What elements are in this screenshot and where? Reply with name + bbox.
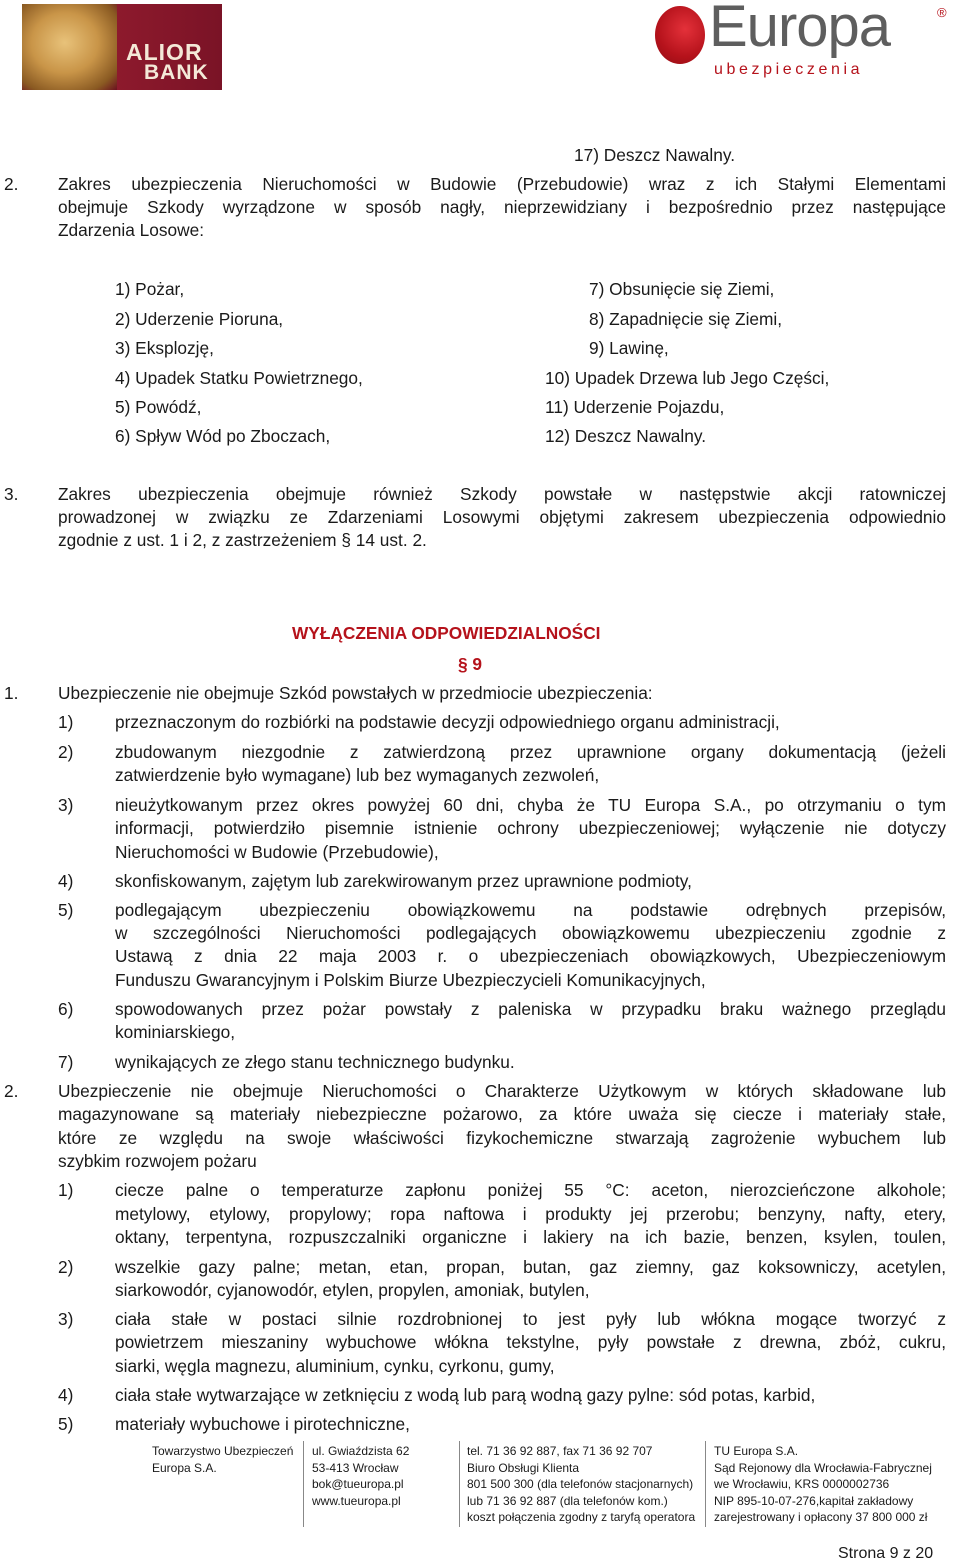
exclusion-item-text: podlegającym ubezpieczeniu obowiązkowemu na podstawie odrębnych przepisów, [115, 900, 946, 920]
footer-legal-line: TU Europa S.A. [714, 1444, 799, 1458]
footer-company-line: Towarzystwo Ubezpieczeń [152, 1444, 294, 1458]
material-item-text: wszelkie gazy palne; metan, etan, propan, butan, gaz ziemny, gaz koksowniczy, acetylen, [115, 1257, 946, 1277]
exclusion-item-text: wynikających ze złego stanu technicznego budynku. [115, 1052, 515, 1072]
europa-logo [655, 2, 955, 82]
exclusion-item-text: zatwierdzenie było wymagane) lub bez wymaganych zezwoleń, [115, 765, 600, 785]
footer-email-link[interactable]: bok@tueuropa.pl [312, 1477, 404, 1491]
alior-logo-text-line2: BANK [144, 61, 209, 84]
exclusion-item-text: informacji, potwierdziło pisemnie istnienie ochrony ubezpieczeniowej; wyłączenie nie dotyczy [115, 818, 946, 838]
exclusion-item-text: nieużytkowanym przez okres powyżej 60 dni, chyba że TU Europa S.A., po otrzymaniu o tym [115, 795, 946, 815]
europa-logo-name: Europa [709, 0, 891, 59]
event-list-item: 9) Lawinę, [589, 338, 669, 358]
exclusion-item-number: 6) [58, 999, 74, 1019]
exclusion-2-number: 2. [4, 1081, 19, 1101]
material-item-number: 3) [58, 1309, 74, 1329]
exclusion-item-text: skonfiskowanym, zajętym lub zarekwirowanym przez uprawnione podmioty, [115, 871, 692, 891]
footer-address-line: 53-413 Wrocław [312, 1461, 399, 1475]
material-item-text: materiały wybuchowe i pirotechniczne, [115, 1414, 410, 1434]
material-item-text: oktany, terpentyna, rozpuszczalniki organiczne i lakiery na ich bazie, benzen, ksylen, toulen, [115, 1227, 946, 1247]
event-list-item: 11) Uderzenie Pojazdu, [545, 397, 725, 417]
material-item-text: ciała stałe w postaci silnie rozdrobnionej to jest pyły lub włókna mogące tworzyć z [115, 1309, 946, 1329]
exclusion-item-number: 5) [58, 900, 74, 920]
section-2-number: 2. [4, 174, 19, 194]
exclusion-item-number: 1) [58, 712, 74, 732]
material-item-number: 2) [58, 1257, 74, 1277]
exclusion-item-text: przeznaczonym do rozbiórki na podstawie decyzji odpowiedniego organu administracji, [115, 712, 780, 732]
section-2-text-line: Zdarzenia Losowe: [58, 220, 205, 240]
exclusion-item-text: Nieruchomości w Budowie (Przebudowie), [115, 842, 439, 862]
material-item-text: siarkowodór, cyjanowodór, etylen, propylen, amoniak, butylen, [115, 1280, 590, 1300]
footer-address-line: ul. Gwiaździsta 62 [312, 1444, 410, 1458]
material-item-text: powietrzem mieszaniny wybuchowe włókna tekstylne, pyły powstałe z drewna, zbóż, cukru, [115, 1332, 946, 1352]
exclusion-item-text: w szczególności Nieruchomości podlegających obowiązkowemu ubezpieczeniu zgodnie z [115, 923, 946, 943]
section-3-number: 3. [4, 484, 19, 504]
exclusion-item-text: zbudowanym niezgodnie z zatwierdzoną przez uprawnione organy dokumentacją (jeżeli [115, 742, 946, 762]
event-list-item: 4) Upadek Statku Powietrznego, [115, 368, 363, 388]
page-number: Strona 9 z 20 [838, 1545, 934, 1562]
europa-logo-mark [655, 6, 705, 64]
exclusion-item-text: Ustawą z dnia 22 maja 2003 r. o ubezpieczeniach obowiązkowych, Ubezpieczeniowym [115, 946, 946, 966]
exclusion-2-text-line: które ze względu na swoje właściwości fizykochemiczne stwarzają zagrożenie wybuchem lub [58, 1128, 946, 1148]
alior-bank-logo [22, 4, 222, 90]
footer-separator [705, 1441, 706, 1527]
paragraph-number: § 9 [458, 654, 483, 674]
footer-legal-line: Sąd Rejonowy dla Wrocławia-Fabrycznej [714, 1461, 932, 1475]
material-item-text: ciecze palne o temperaturze zapłonu poniżej 55 °C: aceton, nierozcieńczone alkohole; [115, 1180, 946, 1200]
section-2-text-line: Zakres ubezpieczenia Nieruchomości w Budowie (Przebudowie) wraz z ich Stałymi Elementami [58, 174, 946, 194]
exclusion-2-text-line: magazynowane są materiały niebezpieczne pożarowo, za które uważa się ciecze i materiały stałe, [58, 1104, 946, 1124]
event-list-item: 1) Pożar, [115, 279, 185, 299]
footer-contact-line: Biuro Obsługi Klienta [467, 1461, 580, 1475]
footer-contact-line: 801 500 300 (dla telefonów stacjonarnych) [467, 1477, 694, 1491]
footer-website-link[interactable]: www.tueuropa.pl [312, 1494, 401, 1508]
event-list-item: 6) Spływ Wód po Zboczach, [115, 426, 331, 446]
exclusion-2-text-line: Ubezpieczenie nie obejmuje Nieruchomości o Charakterze Użytkowym w których składowane lub [58, 1081, 946, 1101]
europa-logo-sub: ubezpieczenia [714, 61, 864, 78]
material-item-number: 5) [58, 1414, 74, 1434]
footer-contact-line: lub 71 36 92 887 (dla telefonów kom.) [467, 1494, 668, 1508]
material-item-number: 1) [58, 1180, 74, 1200]
footer-company-line: Europa S.A. [152, 1461, 217, 1475]
top-list-item: 17) Deszcz Nawalny. [574, 145, 736, 165]
event-list-item: 10) Upadek Drzewa lub Jego Części, [545, 368, 830, 388]
alior-logo-text-line1: ALIOR [126, 39, 203, 65]
event-list-item: 12) Deszcz Nawalny. [545, 426, 707, 446]
footer-legal-line: NIP 895-10-07-276,kapitał zakładowy [714, 1494, 914, 1508]
footer-contact-line: tel. 71 36 92 887, fax 71 36 92 707 [467, 1444, 653, 1458]
event-list-item: 2) Uderzenie Pioruna, [115, 309, 284, 329]
material-item-text: ciała stałe wytwarzające w zetknięciu z wodą lub parą wodną gazy pylne: sód potas, karbid, [115, 1385, 816, 1405]
exclusion-1-intro: Ubezpieczenie nie obejmuje Szkód powstałych w przedmiocie ubezpieczenia: [58, 683, 653, 703]
exclusion-item-number: 3) [58, 795, 74, 815]
section-2-text-line: obejmuje Szkody wyrządzone w sposób nagły, nieprzewidziany i bezpośrednio przez następujące [58, 197, 946, 217]
exclusion-1-number: 1. [4, 683, 19, 703]
material-item-number: 4) [58, 1385, 74, 1405]
registered-mark: ® [937, 5, 947, 20]
material-item-text: siarki, węgla magnezu, aluminium, cynku, cyrkonu, gumy, [115, 1356, 555, 1376]
section-3-text-line: zgodnie z ust. 1 i 2, z zastrzeżeniem § 14 ust. 2. [58, 530, 427, 550]
exclusions-heading: WYŁĄCZENIA ODPOWIEDZIALNOŚCI [292, 623, 601, 643]
event-list-item: 5) Powódź, [115, 397, 202, 417]
exclusion-item-number: 2) [58, 742, 74, 762]
exclusion-item-text: kominiarskiego, [115, 1022, 236, 1042]
section-3-text-line: Zakres ubezpieczenia obejmuje również Szkody powstałe w następstwie akcji ratowniczej [58, 484, 946, 504]
footer-contact-line: koszt połączenia zgodny z taryfą operatora [467, 1510, 696, 1524]
footer-separator [459, 1441, 460, 1527]
exclusion-item-number: 4) [58, 871, 74, 891]
logo-face-emblem [22, 4, 117, 90]
material-item-text: metylowy, etylowy, propylowy; ropa naftowa i produkty jej przerobu; benzyny, nafty, etery, [115, 1204, 946, 1224]
event-list-item: 8) Zapadnięcie się Ziemi, [589, 309, 783, 329]
exclusion-2-text-line: szybkim rozwojem pożaru [58, 1151, 257, 1171]
section-3-text-line: prowadzonej w związku ze Zdarzeniami Losowymi objętymi zakresem ubezpieczenia odpowiednio [58, 507, 946, 527]
footer-legal-line: zarejestrowany i opłacony 37 800 000 zł [714, 1510, 928, 1524]
footer-legal-line: we Wrocławiu, KRS 0000002736 [714, 1477, 890, 1491]
event-list-item: 3) Eksplozję, [115, 338, 214, 358]
exclusion-item-text: spowodowanych przez pożar powstały z paleniska w przypadku braku ważnego przeglądu [115, 999, 946, 1019]
exclusion-item-number: 7) [58, 1052, 74, 1072]
footer-separator [303, 1441, 304, 1527]
exclusion-item-text: Funduszu Gwarancyjnym i Polskim Biurze Ubezpieczycieli Komunikacyjnych, [115, 970, 706, 990]
event-list-item: 7) Obsunięcie się Ziemi, [589, 279, 775, 299]
